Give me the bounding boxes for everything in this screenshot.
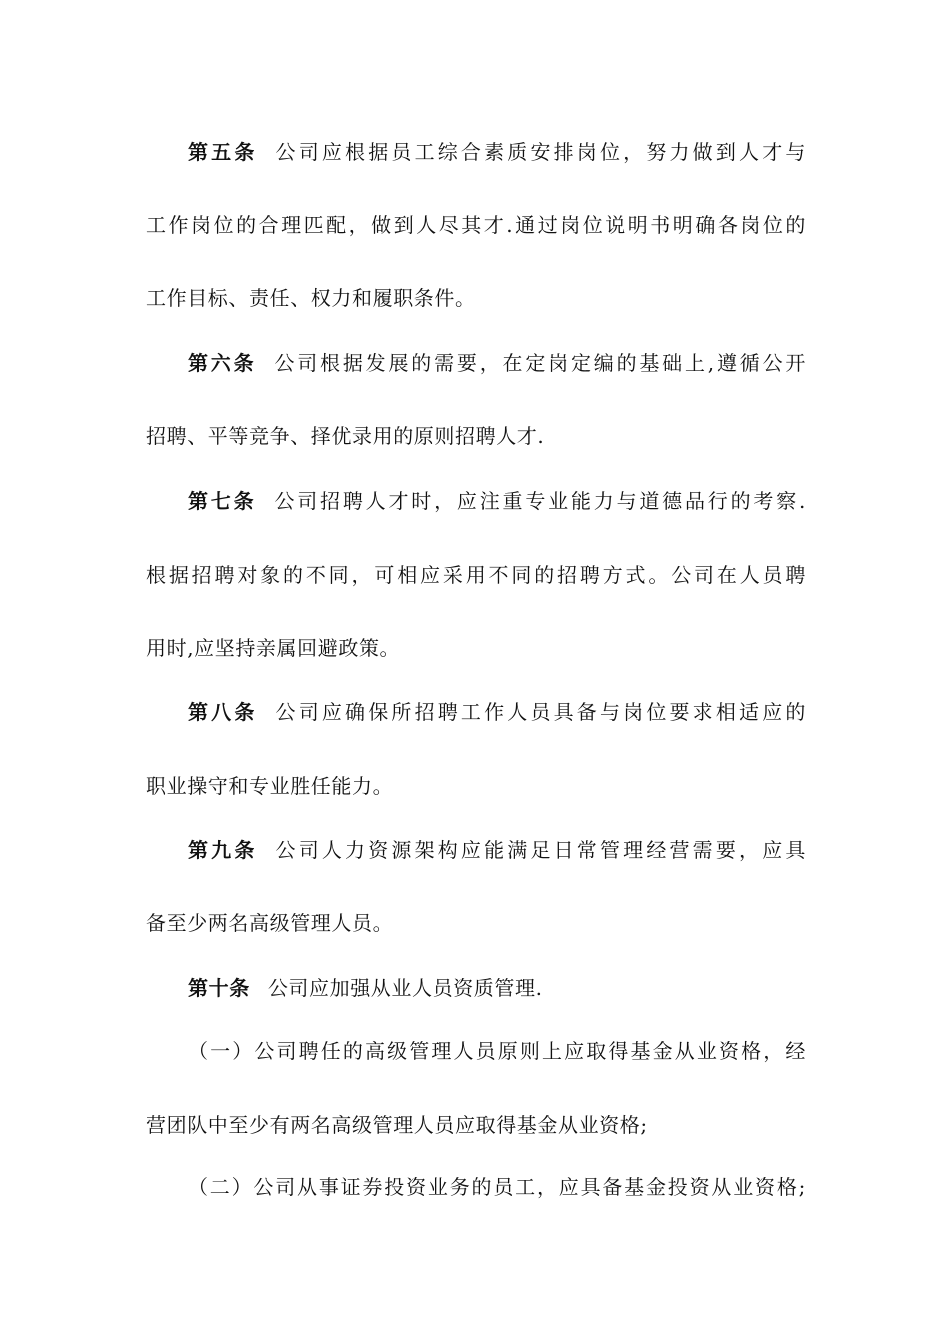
article-5-line-3: 工作目标、责任、权力和履职条件。: [146, 286, 476, 310]
article-5-label: 第五条: [188, 140, 258, 164]
article-8-text: 公司应确保所招聘工作人员具备与岗位要求相适应的: [275, 700, 806, 724]
article-7-line-2: 根据招聘对象的不同，可相应采用不同的招聘方式。公司在人员聘: [146, 563, 806, 587]
article-6-line-2: 招聘、平等竞争、择优录用的原则招聘人才.: [146, 424, 545, 448]
article-6-text: 公司根据发展的需要，在定岗定编的基础上,遵循公开: [274, 351, 806, 375]
article-6-label: 第六条: [188, 351, 257, 375]
article-6-line-1: [188, 348, 806, 378]
article-10-line-1: [188, 973, 806, 1003]
article-5-line-2: 工作岗位的合理匹配，做到人尽其才.通过岗位说明书明确各岗位的: [146, 213, 806, 237]
article-7-text: 公司招聘人才时，应注重专业能力与道德品行的考察.: [274, 489, 806, 513]
article-10-label: 第十条: [188, 976, 250, 1000]
item-2-line-1: （二）公司从事证券投资业务的员工，应具备基金投资从业资格;: [188, 1175, 806, 1199]
article-5-line-1: [188, 137, 806, 167]
article-9-text: 公司人力资源架构应能满足日常管理经营需要，应具: [275, 838, 806, 862]
article-9-line-1: [188, 835, 806, 865]
article-7-line-3: 用时,应坚持亲属回避政策。: [146, 636, 401, 660]
article-10-text: 公司应加强从业人员资质管理.: [267, 976, 543, 1000]
item-1-line-1: （一）公司聘任的高级管理人员原则上应取得基金从业资格，经: [188, 1039, 806, 1063]
article-7-line-1: [188, 486, 806, 516]
article-9-label: 第九条: [188, 838, 258, 862]
article-8-label: 第八条: [188, 700, 258, 724]
article-7-label: 第七条: [188, 489, 257, 513]
article-8-line-1: [188, 697, 806, 727]
article-5-text: 公司应根据员工综合素质安排岗位，努力做到人才与: [275, 140, 806, 164]
article-9-line-2: 备至少两名高级管理人员。: [146, 911, 394, 935]
item-1-line-2: 营团队中至少有两名高级管理人员应取得基金从业资格;: [146, 1113, 648, 1137]
article-8-line-2: 职业操守和专业胜任能力。: [146, 774, 394, 798]
